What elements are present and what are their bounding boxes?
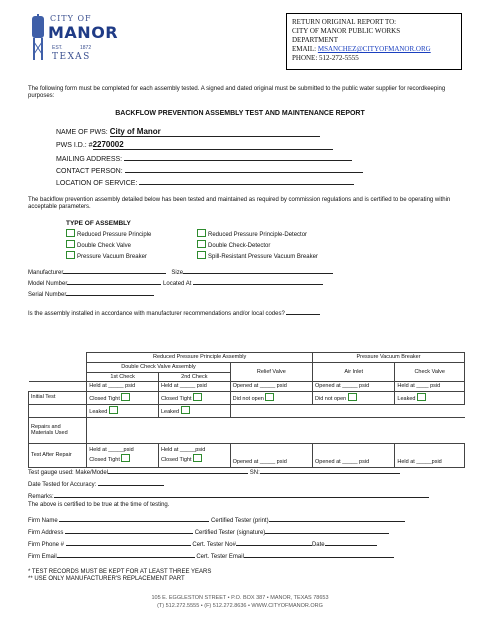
logo-city-of: CITY OF [50, 14, 92, 23]
cert-email-label: Cert. Tester Email [196, 554, 244, 560]
location-field[interactable] [139, 176, 354, 185]
mailing-field[interactable] [124, 152, 352, 161]
mailing-label: MAILING ADDRESS: [56, 156, 123, 163]
leaked-cell[interactable]: Leaked [87, 404, 159, 417]
firm-phone-label: Firm Phone # [28, 542, 65, 548]
checkbox[interactable] [417, 393, 426, 401]
checkbox[interactable] [193, 393, 202, 401]
blank-cell [29, 382, 87, 392]
firm-name-field[interactable] [59, 514, 209, 522]
email-link[interactable]: MSANCHEZ@CITYOFMANOR.ORG [317, 45, 431, 53]
assembly-option[interactable]: Spill-Resistant Pressure Vacuum Breaker [197, 251, 318, 261]
pws-name-row [56, 127, 320, 137]
held-at-cell[interactable]: Held at _____psid [395, 443, 465, 467]
initial-test-label: Initial Test [29, 391, 87, 404]
size-label: Size [171, 270, 184, 276]
return-line2: CITY OF MANOR PUBLIC WORKS [292, 27, 401, 35]
repairs-label: Repairs and Materials Used [29, 417, 87, 443]
did-not-open-cell[interactable]: Did not open [230, 391, 312, 404]
tester-signature-label: Certified Tester (signature) [194, 530, 266, 536]
checkbox[interactable] [348, 393, 357, 401]
checkbox[interactable] [197, 240, 206, 248]
check-valve-header: Check Valve [395, 363, 465, 382]
model-label: Model Number [28, 281, 68, 287]
first-check-header: 1st Check [87, 372, 159, 382]
checkbox[interactable] [181, 406, 190, 414]
installed-answer-field[interactable] [286, 307, 320, 315]
checkbox[interactable] [197, 229, 206, 237]
manufacturer-field[interactable] [63, 266, 166, 274]
firm-address-label: Firm Address [28, 530, 64, 536]
firm-phone-row [28, 538, 377, 549]
accuracy-label: Date Tested for Accuracy: [28, 482, 97, 488]
note-parts: ** USE ONLY MANUFACTURER'S REPLACEMENT PART [28, 576, 185, 582]
checkbox[interactable] [66, 251, 75, 259]
return-phone: PHONE: 512-272-5555 [292, 54, 359, 62]
gauge-row [28, 466, 400, 477]
return-address-box [286, 13, 462, 70]
cert-email-field[interactable] [244, 550, 394, 558]
accuracy-field[interactable] [98, 478, 164, 486]
test-results-table [28, 352, 465, 468]
checkbox[interactable] [193, 454, 202, 462]
leaked-cell[interactable]: Leaked [158, 404, 230, 417]
contact-row [56, 164, 363, 176]
logo-texas: TEXAS [52, 52, 91, 62]
closed-tight-cell[interactable]: Closed Tight [158, 391, 230, 404]
pws-id-field[interactable]: 2270002 [93, 140, 333, 150]
checkbox[interactable] [121, 393, 130, 401]
after-repair-cell[interactable]: Held at _____psid Closed Tight [87, 443, 159, 467]
pws-name-label: NAME OF PWS: [56, 129, 108, 136]
manufacturer-row [28, 266, 333, 277]
held-at-cell[interactable]: Held at ____ psid [395, 382, 465, 392]
accuracy-row [28, 478, 164, 489]
assembly-option[interactable]: Reduced Pressure Principle-Detector [197, 229, 318, 239]
contact-field[interactable] [125, 164, 363, 173]
tester-signature-field[interactable] [265, 526, 389, 534]
serial-row [28, 288, 154, 299]
checkbox[interactable] [66, 240, 75, 248]
blank-cell [29, 404, 87, 417]
report-title: BACKFLOW PREVENTION ASSEMBLY TEST AND MAINTENANCE REPORT [115, 110, 365, 117]
serial-field[interactable] [66, 288, 154, 296]
certification-statement: The backflow prevention assembly detailed below has been tested and maintained as required by commission regulations and is certified to be operating within acceptable parameters. [28, 197, 451, 210]
pws-name-field[interactable]: City of Manor [110, 127, 320, 137]
opened-at-cell[interactable]: Opened at _____ psid [313, 382, 395, 392]
return-line1: RETURN ORIGINAL REPORT TO: [292, 18, 397, 26]
location-label: LOCATION OF SERVICE: [56, 180, 138, 187]
assembly-option[interactable]: Double Check-Detector [197, 240, 318, 250]
assembly-option[interactable]: Reduced Pressure Principle [66, 229, 151, 239]
size-field[interactable] [183, 266, 333, 274]
remarks-row [28, 490, 429, 501]
checkbox[interactable] [66, 229, 75, 237]
assembly-option[interactable]: Double Check Valve [66, 240, 151, 250]
sn-label: SN: [249, 470, 260, 476]
tester-print-field[interactable] [269, 514, 405, 522]
manufacturer-label: Manufacturer [28, 270, 64, 276]
rpp-header: Reduced Pressure Principle Assembly [87, 353, 313, 363]
held-at-cell[interactable]: Held at _____ psid [87, 382, 159, 392]
cert-no-label: Cert. Tester No# [192, 542, 236, 548]
remarks-label: Remarks: [28, 494, 54, 500]
intro-text: The following form must be completed for each assembly tested. A signed and dated original must be submitted to the public water supplier for recordkeeping purposes: [28, 86, 446, 99]
assembly-heading: TYPE OF ASSEMBLY [66, 220, 131, 227]
firm-address-row [28, 526, 389, 537]
footer-address: 105 E. EGGLESTON STREET • P.O. BOX 387 • MANOR, TEXAS 78653 [151, 595, 329, 601]
gauge-field[interactable] [108, 466, 248, 474]
pws-id-row [56, 140, 333, 150]
tester-print-label: Certified Tester (print) [211, 518, 269, 524]
opened-at-cell[interactable]: Opened at _____ psid [230, 443, 312, 467]
cert-no-field[interactable] [236, 538, 312, 546]
dcv-header: Double Check Valve Assembly [87, 363, 230, 373]
held-at-cell[interactable]: Held at _____ psid [158, 382, 230, 392]
note-records: * TEST RECORDS MUST BE KEPT FOR AT LEAST THREE YEARS [28, 569, 212, 575]
checkbox[interactable] [197, 251, 206, 259]
firm-address-field[interactable] [65, 526, 193, 534]
assembly-left-col [66, 229, 151, 261]
repairs-field[interactable] [87, 417, 465, 443]
serial-label: Serial Number [28, 292, 67, 298]
firm-email-label: Firm Email [28, 554, 57, 560]
checkbox[interactable] [121, 454, 130, 462]
email-label: EMAIL: [292, 45, 317, 53]
firm-email-row [28, 550, 394, 561]
mailing-row [56, 152, 352, 164]
firm-email-field[interactable] [57, 550, 195, 558]
opened-at-cell[interactable]: Opened at _____ psid [313, 443, 395, 467]
after-repair-cell[interactable]: Held at _____psid Closed Tight [158, 443, 230, 467]
date-field[interactable] [325, 538, 377, 546]
after-repair-label: Test After Repair [29, 443, 87, 467]
gauge-label: Test gauge used: Make/Model [28, 470, 109, 476]
model-row [28, 277, 323, 288]
model-field[interactable] [67, 277, 161, 285]
logo-year: 1872 [80, 45, 92, 51]
footer-phones: (T) 512.272.5555 • (F) 512.272.8636 • WWW.CITYOFMANOR.ORG [157, 603, 323, 609]
installed-question-row [28, 307, 320, 318]
checkbox[interactable] [265, 393, 274, 401]
did-not-open-cell[interactable]: Did not open [313, 391, 395, 404]
city-logo [28, 14, 119, 66]
assembly-option[interactable]: Pressure Vacuum Breaker [66, 251, 151, 261]
installed-question: Is the assembly installed in accordance with manufacturer recommendations and/or local codes? [28, 311, 285, 317]
contact-label: CONTACT PERSON: [56, 168, 123, 175]
leaked-cell[interactable]: Leaked [395, 391, 465, 404]
remarks-field[interactable] [54, 490, 429, 498]
notes [28, 569, 211, 583]
sn-field[interactable] [260, 466, 400, 474]
location-row [56, 176, 354, 188]
air-inlet-header: Air Inlet [313, 363, 395, 382]
corner-cell [29, 353, 87, 382]
pws-id-label: PWS I.D.: # [56, 142, 93, 149]
located-field[interactable] [193, 277, 323, 285]
pvb-header: Pressure Vacuum Breaker [313, 353, 465, 363]
opened-at-cell[interactable]: Opened at _____ psid [230, 382, 312, 392]
firm-name-row [28, 514, 405, 525]
relief-valve-header: Relief Valve [230, 363, 312, 382]
closed-tight-cell[interactable]: Closed Tight [87, 391, 159, 404]
logo-est: EST. [52, 45, 63, 51]
located-label: Located At [163, 281, 192, 287]
firm-phone-field[interactable] [66, 538, 191, 546]
logo-manor: MANOR [48, 23, 119, 42]
assembly-right-col [197, 229, 318, 261]
firm-name-label: Firm Name [28, 518, 58, 524]
date-label: Date [311, 542, 325, 548]
return-line3: DEPARTMENT [292, 36, 338, 44]
second-check-header: 2nd Check [158, 372, 230, 382]
certified-statement: The above is certified to be true at the time of testing. [28, 502, 170, 508]
return-email [292, 45, 461, 54]
checkbox[interactable] [109, 406, 118, 414]
